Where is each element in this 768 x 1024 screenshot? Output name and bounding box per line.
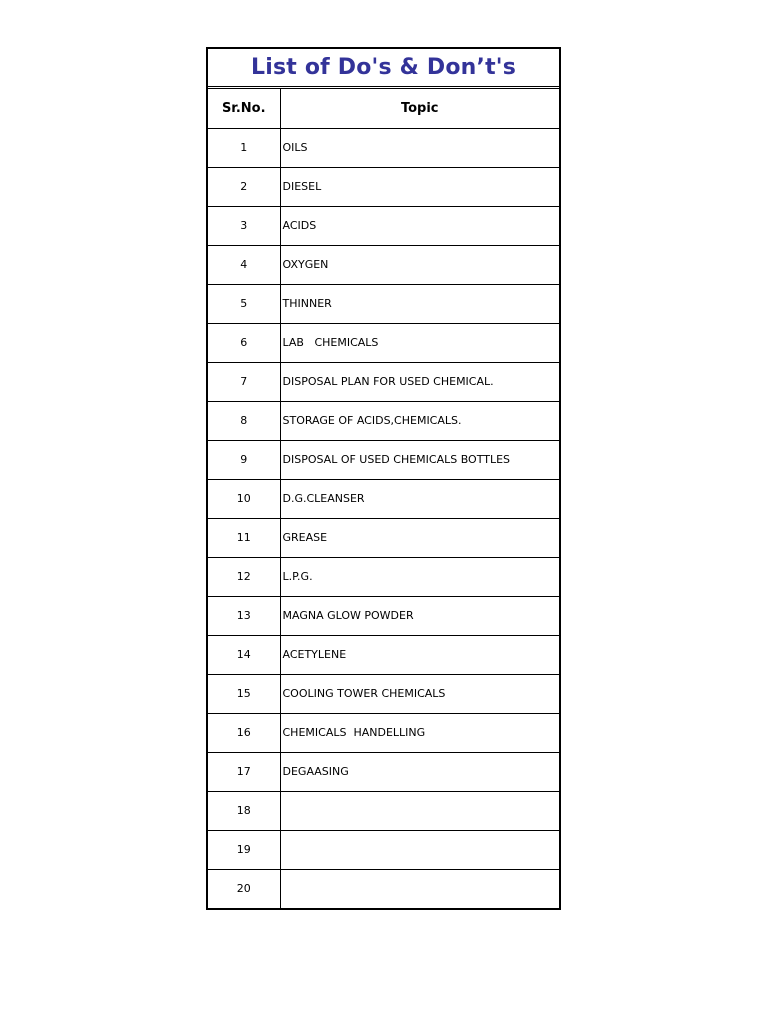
sr-no-cell: 11 — [208, 518, 280, 557]
table-row — [208, 596, 559, 635]
sr-no-cell: 1 — [208, 128, 280, 167]
sr-no-cell: 16 — [208, 713, 280, 752]
column-header-topic: Topic — [280, 89, 559, 128]
sr-no-cell: 7 — [208, 362, 280, 401]
table-row — [208, 830, 559, 869]
sr-no-cell: 14 — [208, 635, 280, 674]
page-title: List of Do's & Don’t's — [250, 55, 517, 80]
table-row — [208, 635, 559, 674]
table-row — [208, 128, 559, 167]
sr-no-cell: 17 — [208, 752, 280, 791]
dos-donts-sheet — [206, 47, 561, 910]
table-row — [208, 713, 559, 752]
topic-cell: ACIDS — [280, 206, 559, 245]
table-row — [208, 167, 559, 206]
topic-cell: LAB CHEMICALS — [280, 323, 559, 362]
topic-cell: DEGAASING — [280, 752, 559, 791]
sr-no-cell: 18 — [208, 791, 280, 830]
table-row — [208, 791, 559, 830]
sr-no-cell: 15 — [208, 674, 280, 713]
header-row — [208, 89, 559, 128]
sr-no-cell: 2 — [208, 167, 280, 206]
topic-cell: STORAGE OF ACIDS,CHEMICALS. — [280, 401, 559, 440]
topic-cell — [280, 791, 559, 830]
sr-no-cell: 9 — [208, 440, 280, 479]
topic-cell: OXYGEN — [280, 245, 559, 284]
topic-cell — [280, 869, 559, 908]
table-row — [208, 752, 559, 791]
table-row — [208, 674, 559, 713]
table-row — [208, 440, 559, 479]
table-row — [208, 284, 559, 323]
table-row — [208, 479, 559, 518]
topic-cell: DISPOSAL PLAN FOR USED CHEMICAL. — [280, 362, 559, 401]
table-row — [208, 518, 559, 557]
topic-cell — [280, 830, 559, 869]
table-row — [208, 869, 559, 908]
topic-cell: GREASE — [280, 518, 559, 557]
topic-cell: MAGNA GLOW POWDER — [280, 596, 559, 635]
topic-cell: THINNER — [280, 284, 559, 323]
table-row — [208, 206, 559, 245]
sr-no-cell: 8 — [208, 401, 280, 440]
topic-cell: DIESEL — [280, 167, 559, 206]
topic-cell: OILS — [280, 128, 559, 167]
table-header — [208, 89, 559, 128]
sr-no-cell: 13 — [208, 596, 280, 635]
topic-cell: ACETYLENE — [280, 635, 559, 674]
topic-cell: CHEMICALS HANDELLING — [280, 713, 559, 752]
table-row — [208, 362, 559, 401]
sr-no-cell: 3 — [208, 206, 280, 245]
sr-no-cell: 5 — [208, 284, 280, 323]
topic-cell: D.G.CLEANSER — [280, 479, 559, 518]
sr-no-cell: 12 — [208, 557, 280, 596]
topic-cell: COOLING TOWER CHEMICALS — [280, 674, 559, 713]
topic-cell: DISPOSAL OF USED CHEMICALS BOTTLES — [280, 440, 559, 479]
title-bar — [208, 49, 559, 89]
table-row — [208, 557, 559, 596]
column-header-sr-no: Sr.No. — [208, 89, 280, 128]
topics-table — [208, 89, 559, 908]
table-body — [208, 128, 559, 908]
sr-no-cell: 6 — [208, 323, 280, 362]
table-row — [208, 323, 559, 362]
table-row — [208, 401, 559, 440]
sr-no-cell: 19 — [208, 830, 280, 869]
sr-no-cell: 4 — [208, 245, 280, 284]
sr-no-cell: 20 — [208, 869, 280, 908]
table-row — [208, 245, 559, 284]
topic-cell: L.P.G. — [280, 557, 559, 596]
sr-no-cell: 10 — [208, 479, 280, 518]
